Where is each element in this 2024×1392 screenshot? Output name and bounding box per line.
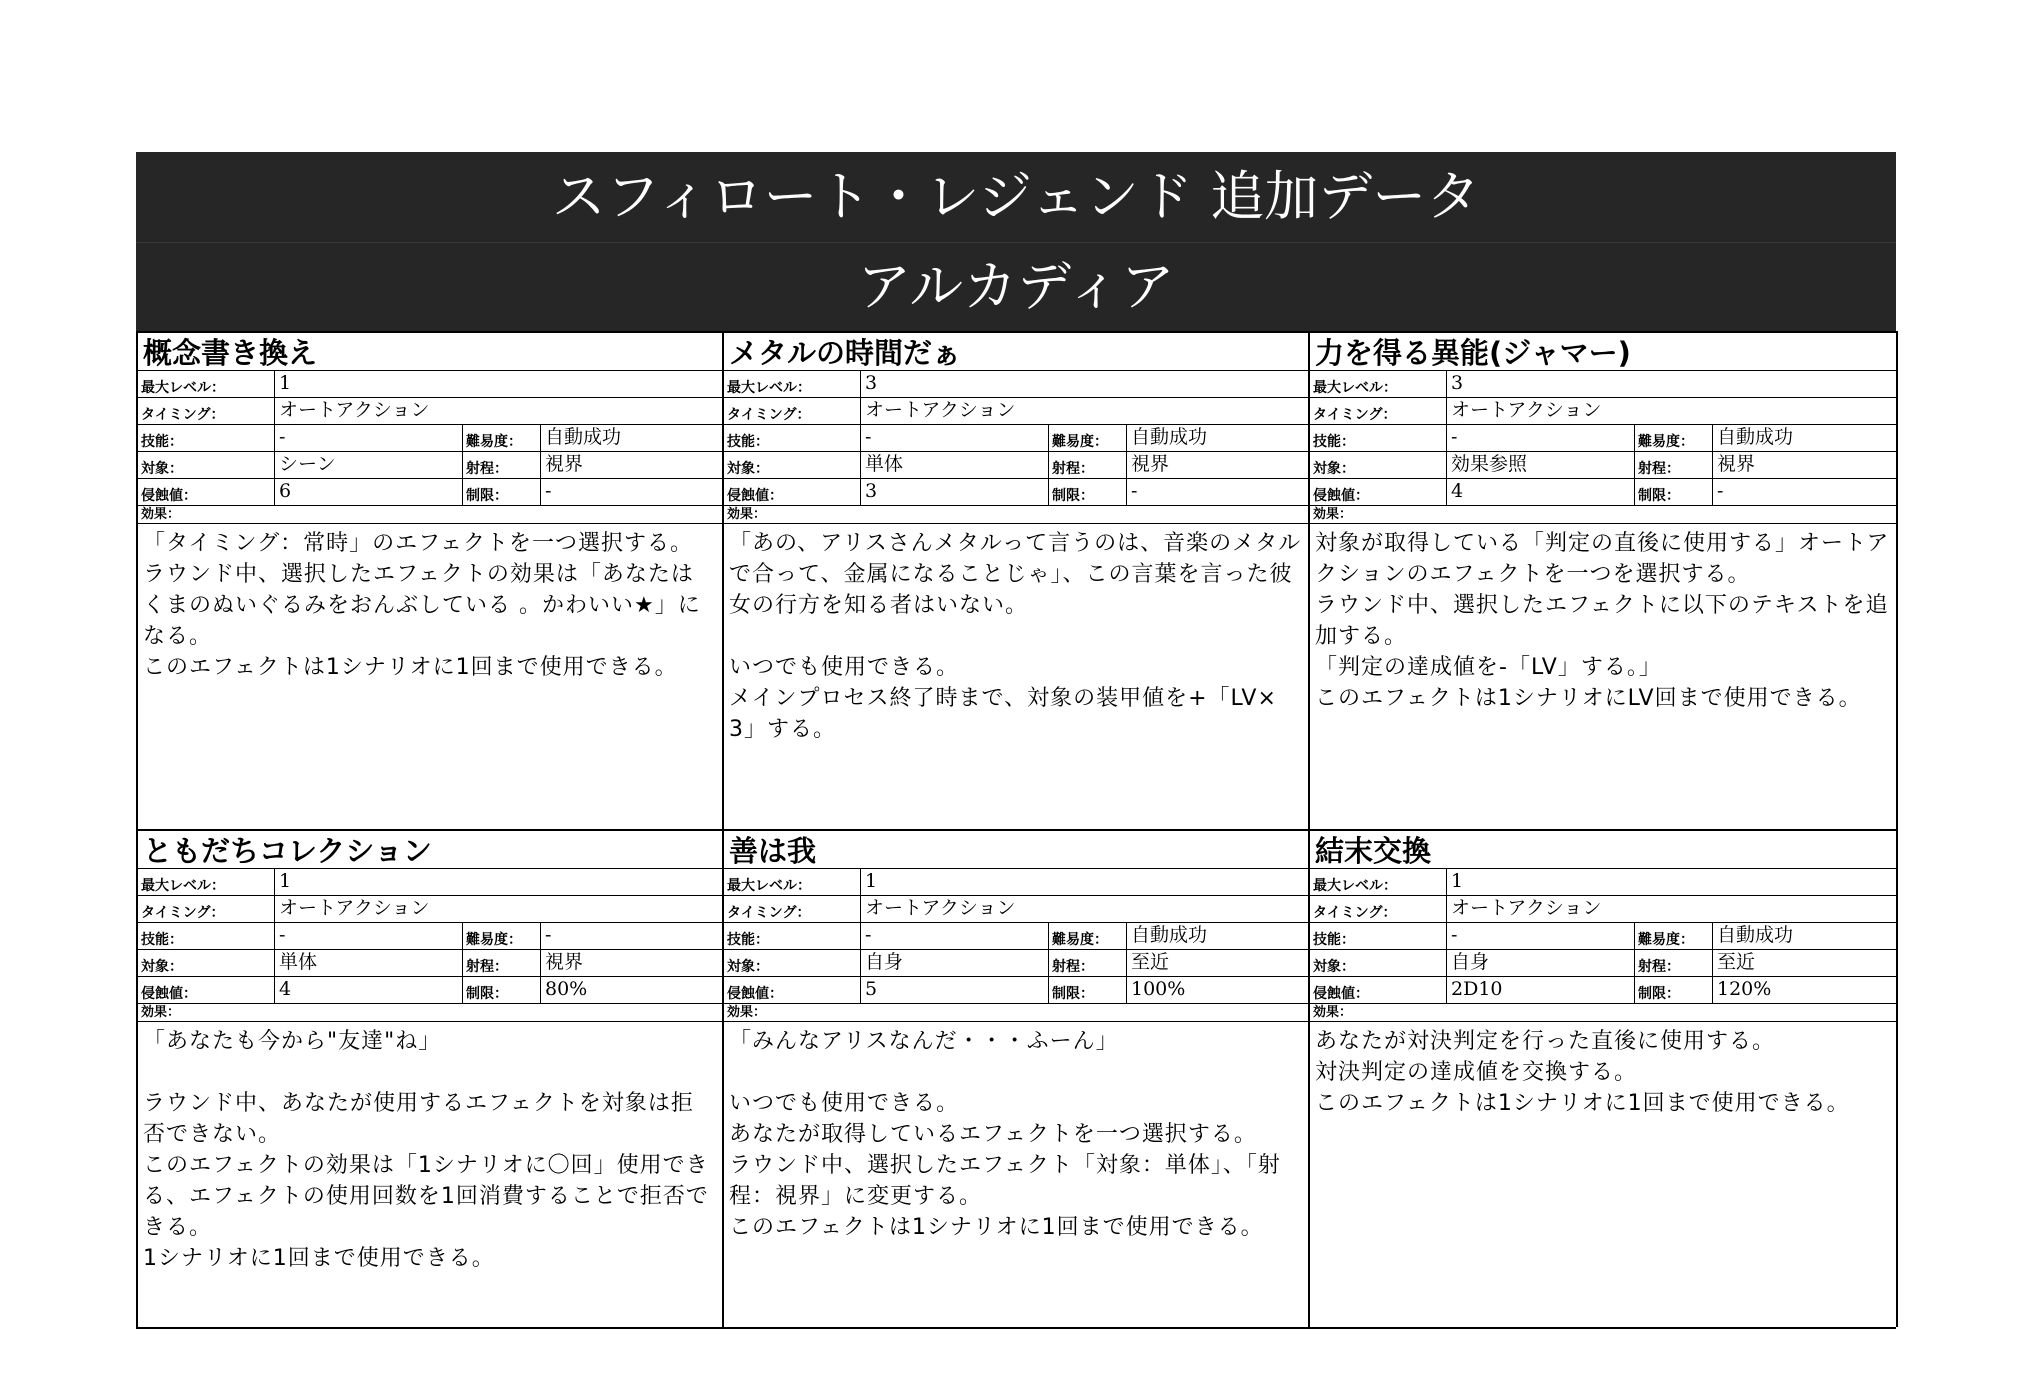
effect-text: 「タイミング：常時」のエフェクトを一つ選択する。 ラウンド中、選択したエフェクトの効果は「あなたはくまのぬいぐるみをおんぶしている 。かわいい★」になる。 このエフェクトは1シナリオに1回まで使用できる。 (143, 531, 701, 680)
timing-label: タイミング： (138, 398, 275, 424)
target-value: 単体 (275, 950, 463, 976)
effect-name: 概念書き換え (138, 333, 722, 371)
range-value: 視界 (1717, 453, 1756, 475)
difficulty-label: 難易度： (1635, 923, 1713, 949)
range-value: 至近 (1131, 951, 1170, 973)
timing-value: オートアクション (1451, 897, 1602, 919)
difficulty-value: 自動成功 (1131, 924, 1208, 946)
range-value: 視界 (1131, 453, 1170, 475)
erosion-label: 侵蝕値： (138, 479, 275, 505)
max-level-value: 3 (865, 372, 878, 394)
range-label: 射程： (1049, 452, 1127, 478)
target-row (1310, 452, 1896, 479)
timing-value: オートアクション (1451, 399, 1602, 421)
limit-value: 120% (1717, 978, 1772, 1000)
target-row (138, 452, 722, 479)
range-value: 至近 (1717, 951, 1756, 973)
max-level-row (138, 371, 722, 398)
timing-row (1310, 896, 1896, 923)
range-label: 射程： (463, 452, 541, 478)
erosion-row (1310, 479, 1896, 506)
effect-card (1310, 829, 1898, 1327)
difficulty-label: 難易度： (1049, 425, 1127, 451)
target-value: 単体 (861, 452, 1049, 478)
target-label: 対象： (138, 950, 275, 976)
effect-card-grid (136, 331, 1896, 1329)
timing-label: タイミング： (724, 896, 861, 922)
erosion-value: 4 (1447, 479, 1635, 505)
skill-row (724, 923, 1308, 950)
max-level-value: 1 (1451, 870, 1464, 892)
range-value: 視界 (545, 951, 584, 973)
erosion-label: 侵蝕値： (138, 977, 275, 1003)
effect-card (1310, 331, 1898, 829)
max-level-value: 1 (865, 870, 878, 892)
difficulty-value: 自動成功 (1131, 426, 1208, 448)
effect-name: メタルの時間だぁ (724, 333, 1308, 371)
effect-label: 効果： (138, 1004, 722, 1022)
timing-value: オートアクション (865, 399, 1016, 421)
effect-label: 効果： (724, 506, 1308, 524)
target-value: シーン (275, 452, 463, 478)
limit-label: 制限： (1635, 479, 1713, 505)
effect-label: 効果： (1310, 1004, 1896, 1022)
timing-label: タイミング： (1310, 398, 1447, 424)
limit-label: 制限： (1049, 977, 1127, 1003)
limit-value: - (1131, 480, 1138, 502)
target-label: 対象： (724, 452, 861, 478)
effect-name: 善は我 (724, 831, 1308, 869)
limit-label: 制限： (1049, 479, 1127, 505)
range-label: 射程： (463, 950, 541, 976)
skill-value: - (861, 923, 1049, 949)
limit-label: 制限： (1635, 977, 1713, 1003)
page-title: スフィロート・レジェンド 追加データ (136, 152, 1896, 243)
erosion-value: 2D10 (1447, 977, 1635, 1003)
skill-label: 技能： (1310, 923, 1447, 949)
erosion-label: 侵蝕値： (724, 977, 861, 1003)
erosion-row (724, 977, 1308, 1004)
difficulty-label: 難易度： (463, 425, 541, 451)
difficulty-value: 自動成功 (1717, 426, 1794, 448)
timing-row (724, 398, 1308, 425)
erosion-value: 3 (861, 479, 1049, 505)
range-value: 視界 (545, 453, 584, 475)
max-level-row (138, 869, 722, 896)
skill-label: 技能： (138, 923, 275, 949)
effect-card (138, 829, 724, 1327)
timing-row (138, 896, 722, 923)
max-level-label: 最大レベル： (724, 371, 861, 397)
target-value: 自身 (1447, 950, 1635, 976)
effect-card (724, 829, 1310, 1327)
target-label: 対象： (1310, 452, 1447, 478)
effect-text: 「あなたも今から"友達"ね」 ラウンド中、あなたが使用するエフェクトを対象は拒否できない。 このエフェクトの効果は「1シナリオに〇回」使用できる、エフェクトの使用回数を1回消費することで拒否できる。 1シナリオに1回まで使用できる。 (143, 1029, 709, 1271)
erosion-label: 侵蝕値： (724, 479, 861, 505)
effect-name: 力を得る異能(ジャマー) (1310, 333, 1896, 371)
timing-value: オートアクション (279, 897, 430, 919)
timing-value: オートアクション (865, 897, 1016, 919)
target-value: 効果参照 (1447, 452, 1635, 478)
target-row (724, 452, 1308, 479)
erosion-label: 侵蝕値： (1310, 479, 1447, 505)
effect-text: あなたが対決判定を行った直後に使用する。 対決判定の達成値を交換する。 このエフェクトは1シナリオに1回まで使用できる。 (1315, 1029, 1850, 1116)
effect-label: 効果： (1310, 506, 1896, 524)
max-level-row (724, 371, 1308, 398)
skill-value: - (861, 425, 1049, 451)
timing-label: タイミング： (724, 398, 861, 424)
difficulty-value: 自動成功 (1717, 924, 1794, 946)
max-level-row (1310, 371, 1896, 398)
limit-value: - (1717, 480, 1724, 502)
target-label: 対象： (1310, 950, 1447, 976)
skill-row (1310, 425, 1896, 452)
limit-value: 100% (1131, 978, 1186, 1000)
limit-label: 制限： (463, 479, 541, 505)
max-level-label: 最大レベル： (138, 371, 275, 397)
max-level-row (1310, 869, 1896, 896)
timing-row (724, 896, 1308, 923)
max-level-label: 最大レベル： (138, 869, 275, 895)
skill-row (724, 425, 1308, 452)
limit-value: 80% (545, 978, 588, 1000)
timing-value: オートアクション (279, 399, 430, 421)
max-level-value: 3 (1451, 372, 1464, 394)
target-row (724, 950, 1308, 977)
difficulty-label: 難易度： (1635, 425, 1713, 451)
timing-label: タイミング： (138, 896, 275, 922)
erosion-value: 6 (275, 479, 463, 505)
target-label: 対象： (724, 950, 861, 976)
max-level-value: 1 (279, 372, 292, 394)
erosion-value: 4 (275, 977, 463, 1003)
timing-label: タイミング： (1310, 896, 1447, 922)
effect-card (724, 331, 1310, 829)
effect-name: 結末交換 (1310, 831, 1896, 869)
skill-row (1310, 923, 1896, 950)
effect-text: 「あの、アリスさんメタルって言うのは、音楽のメタルで合って、金属になることじゃ」、この言葉を言った彼女の行方を知る者はいない。 いつでも使用できる。 メインプロセス終了時まで、対象の装甲値を+「LV×3」する。 (729, 531, 1302, 742)
target-label: 対象： (138, 452, 275, 478)
skill-label: 技能： (1310, 425, 1447, 451)
difficulty-label: 難易度： (1049, 923, 1127, 949)
title-banner (136, 152, 1896, 331)
skill-label: 技能： (724, 923, 861, 949)
skill-value: - (1447, 425, 1635, 451)
skill-value: - (1447, 923, 1635, 949)
range-label: 射程： (1635, 950, 1713, 976)
page-subtitle: アルカディア (857, 255, 1175, 318)
range-label: 射程： (1635, 452, 1713, 478)
limit-value: - (545, 480, 552, 502)
data-sheet (136, 152, 1896, 1329)
effect-card (138, 331, 724, 829)
max-level-value: 1 (279, 870, 292, 892)
target-value: 自身 (861, 950, 1049, 976)
erosion-value: 5 (861, 977, 1049, 1003)
skill-value: - (275, 425, 463, 451)
skill-row (138, 923, 722, 950)
effect-label: 効果： (138, 506, 722, 524)
skill-label: 技能： (138, 425, 275, 451)
range-label: 射程： (1049, 950, 1127, 976)
erosion-row (138, 479, 722, 506)
effect-name: ともだちコレクション (138, 831, 722, 869)
skill-value: - (275, 923, 463, 949)
target-row (1310, 950, 1896, 977)
max-level-row (724, 869, 1308, 896)
skill-row (138, 425, 722, 452)
max-level-label: 最大レベル： (1310, 869, 1447, 895)
limit-label: 制限： (463, 977, 541, 1003)
max-level-label: 最大レベル： (724, 869, 861, 895)
skill-label: 技能： (724, 425, 861, 451)
difficulty-label: 難易度： (463, 923, 541, 949)
target-row (138, 950, 722, 977)
erosion-row (138, 977, 722, 1004)
effect-text: 「みんなアリスなんだ・・・ふーん」 いつでも使用できる。 あなたが取得しているエフェクトを一つ選択する。 ラウンド中、選択したエフェクト「対象：単体」、「射程：視界」に変更する。 このエフェクトは1シナリオに1回まで使用できる。 (729, 1029, 1281, 1240)
timing-row (138, 398, 722, 425)
difficulty-value: - (545, 924, 552, 946)
effect-label: 効果： (724, 1004, 1308, 1022)
erosion-label: 侵蝕値： (1310, 977, 1447, 1003)
erosion-row (1310, 977, 1896, 1004)
difficulty-value: 自動成功 (545, 426, 622, 448)
effect-text: 対象が取得している「判定の直後に使用する」オートアクションのエフェクトを一つを選択する。 ラウンド中、選択したエフェクトに以下のテキストを追加する。 「判定の達成値を-「LV」する。」 このエフェクトは1シナリオにLV回まで使用できる。 (1315, 531, 1890, 711)
max-level-label: 最大レベル： (1310, 371, 1447, 397)
erosion-row (724, 479, 1308, 506)
timing-row (1310, 398, 1896, 425)
